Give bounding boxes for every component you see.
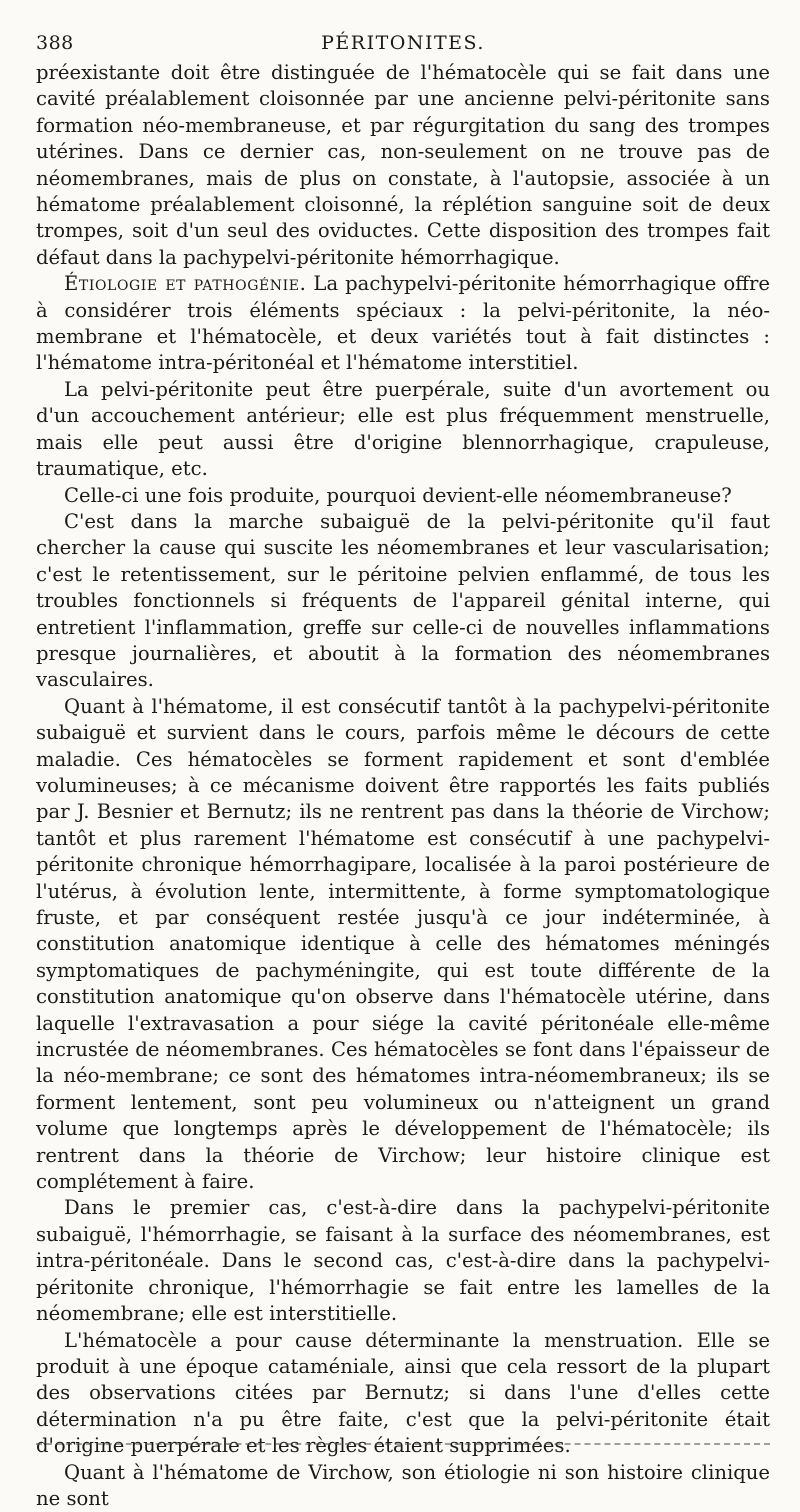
paragraph-last: Quant à l'hématome de Virchow, son étiologie ni son histoire clinique ne sont [36,1460,770,1510]
paragraph: C'est dans la marche subaiguë de la pelvi-péritonite qu'il faut chercher la cause qui suscite les néomembranes et leur vascularisation; c'est le retentissement, sur le péritoine pelvien enflammé, de tous les troubles fonctionnels si fréquents de l'appareil génital interne, qui entretient l'inflammation, greffe sur celle-ci de nouvelles inflammations presque journalières, et aboutit à la formation des néomembranes vasculaires. [36,509,770,692]
paragraph: Celle-ci une fois produite, pourquoi devient-elle néomembraneuse? [64,483,732,507]
paragraph: Quant à l'hématome, il est consécutif tantôt à la pachypelvi-péritonite subaiguë et survient dans le cours, parfois même le décours de cette maladie. Ces hématocèles se forment rapidement et sont d'emblée volumineuses; à ce mécanisme doivent être rapportés les faits publiés par J. Besnier et Bernutz; ils ne rentrent pas dans la théorie de Virchow; tantôt et plus rarement l'hématome est consécutif à une pachypelvi-péritonite chronique hémorrhagipare, localisée à la paroi postérieure de l'utérus, à évolution lente, intermittente, à forme symptomatologique fruste, et par conséquent restée jusqu'à ce jour indéterminée, à constitution anatomique identique à celle des hématomes méningés symptomatiques de pachyméningite, qui est toute différente de la constitution anatomique qu'on observe dans l'hématocèle utérine, dans laquelle l'extravasation a pour siége la cavité péritonéale elle-même incrustée de néomembranes. Ces hématocèles se font dans l'épaisseur de la néo-membrane; ce sont des hématomes intra-néomembraneux; ils se forment lentement, sont peu volumineux ou n'atteignent un grand volume que longtemps après le développement de l'hématocèle; ils rentrent dans la théorie de Virchow; leur histoire clinique est complétement à faire. [36,694,770,1194]
page-header [36,30,770,58]
footer-rule [36,1443,770,1445]
paragraph: Dans le premier cas, c'est-à-dire dans la pachypelvi-péritonite subaiguë, l'hémorrhagie, se faisant à la surface des néomembranes, est intra-péritonéale. Dans le second cas, c'est-à-dire dans la pachypelvi-péritonite chronique, l'hémorrhagie se fait entre les lamelles de la néomembrane; elle est interstitielle. [36,1196,770,1326]
paragraph: La pelvi-péritonite peut être puerpérale, suite d'un avortement ou d'un accouchement antérieur; elle est plus fréquemment menstruelle, mais elle peut aussi être d'origine blennorrhagique, crapuleuse, traumatique, etc. [36,377,770,481]
page-number: 388 [36,32,74,54]
paragraph: L'hématocèle a pour cause déterminante la menstruation. Elle se produit à une époque cataméniale, ainsi que cela ressort de la plupart des observations citées par Bernutz; si dans l'une d'elles cette détermination n'a pu être faite, c'est que la pelvi-péritonite était d'origine puerpérale et les règles étaient supprimées. [36,1328,770,1458]
section-heading: Étiologie et pathogénie. [64,272,307,296]
body-text [36,60,770,1512]
paragraph-etiology: Étiologie et pathogénie. La pachypelvi-péritonite hémorrhagique offre à considérer trois éléments spéciaux : la pelvi-péritonite, la néo-membrane et l'hématocèle, et deux variétés tout à fait distinctes : l'hématome intra-péritonéal et l'hématome interstitiel. [36,272,770,375]
running-title: PÉRITONITES. [321,32,485,54]
paragraph-continued: préexistante doit être distinguée de l'hématocèle qui se fait dans une cavité préalablement cloisonnée par une ancienne pelvi-péritonite sans formation néo-membraneuse, et par régurgitation du sang des trompes utérines. Dans ce dernier cas, non-seulement on ne trouve pas de néomembranes, mais de plus on constate, à l'autopsie, associée à un hématome préalablement cloisonné, la réplétion sanguine soit de deux trompes, soit d'un seul des oviductes. Cette disposition des trompes fait défaut dans la pachypelvi-péritonite hémorrhagique. [36,61,770,269]
